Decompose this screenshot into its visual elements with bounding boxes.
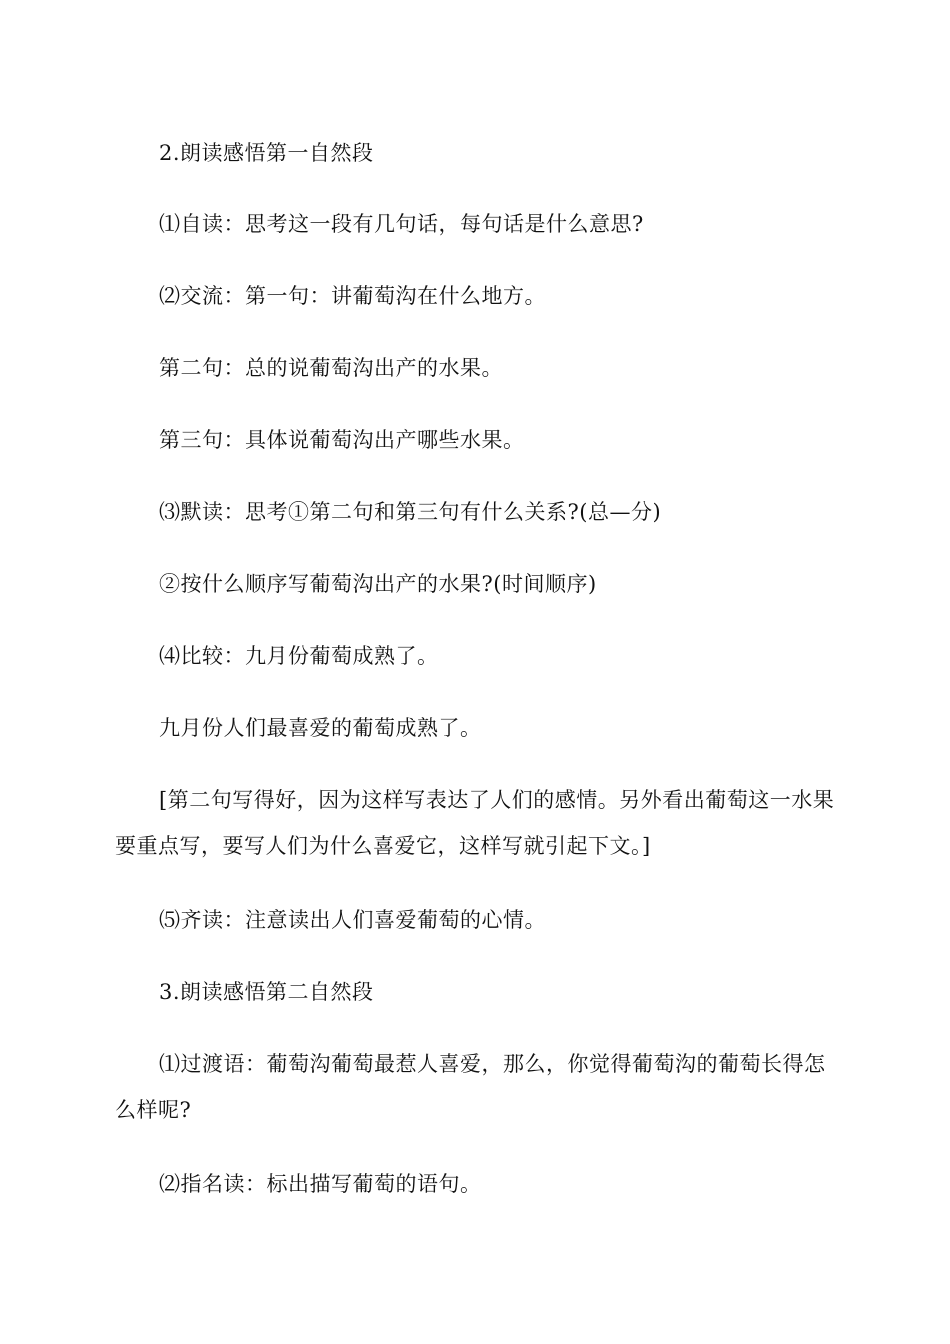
paragraph-order-question: ②按什么顺序写葡萄沟出产的水果?(时间顺序) (159, 572, 597, 596)
paragraph-section-3-heading: 3.朗读感悟第二自然段 (159, 980, 374, 1004)
paragraph-section-2-heading: 2.朗读感悟第一自然段 (159, 141, 374, 165)
paragraph-third-sentence: 第三句：具体说葡萄沟出产哪些水果。 (159, 428, 525, 452)
paragraph-second-sentence: 第二句：总的说葡萄沟出产的水果。 (159, 356, 503, 380)
paragraph-exchange: ⑵交流：第一句：讲葡萄沟在什么地方。 (159, 284, 546, 308)
paragraph-compare: ⑷比较：九月份葡萄成熟了。 (159, 644, 439, 668)
paragraph-named-reading: ⑵指名读：标出描写葡萄的语句。 (159, 1172, 482, 1196)
paragraph-compare-sentence: 九月份人们最喜爱的葡萄成熟了。 (159, 716, 482, 740)
paragraph-explanation-note: [第二句写得好，因为这样写表达了人们的感情。另外看出葡萄这一水果要重点写，要写人们为什么喜爱它，这样写就引起下文。] (115, 788, 835, 858)
paragraph-self-reading: ⑴自读：思考这一段有几句话，每句话是什么意思? (159, 212, 644, 236)
paragraph-group-reading: ⑸齐读：注意读出人们喜爱葡萄的心情。 (159, 908, 546, 932)
paragraph-transition: ⑴过渡语：葡萄沟葡萄最惹人喜爱，那么，你觉得葡萄沟的葡萄长得怎么样呢? (115, 1052, 826, 1122)
paragraph-silent-reading: ⑶默读：思考①第二句和第三句有什么关系?(总—分) (159, 500, 662, 524)
